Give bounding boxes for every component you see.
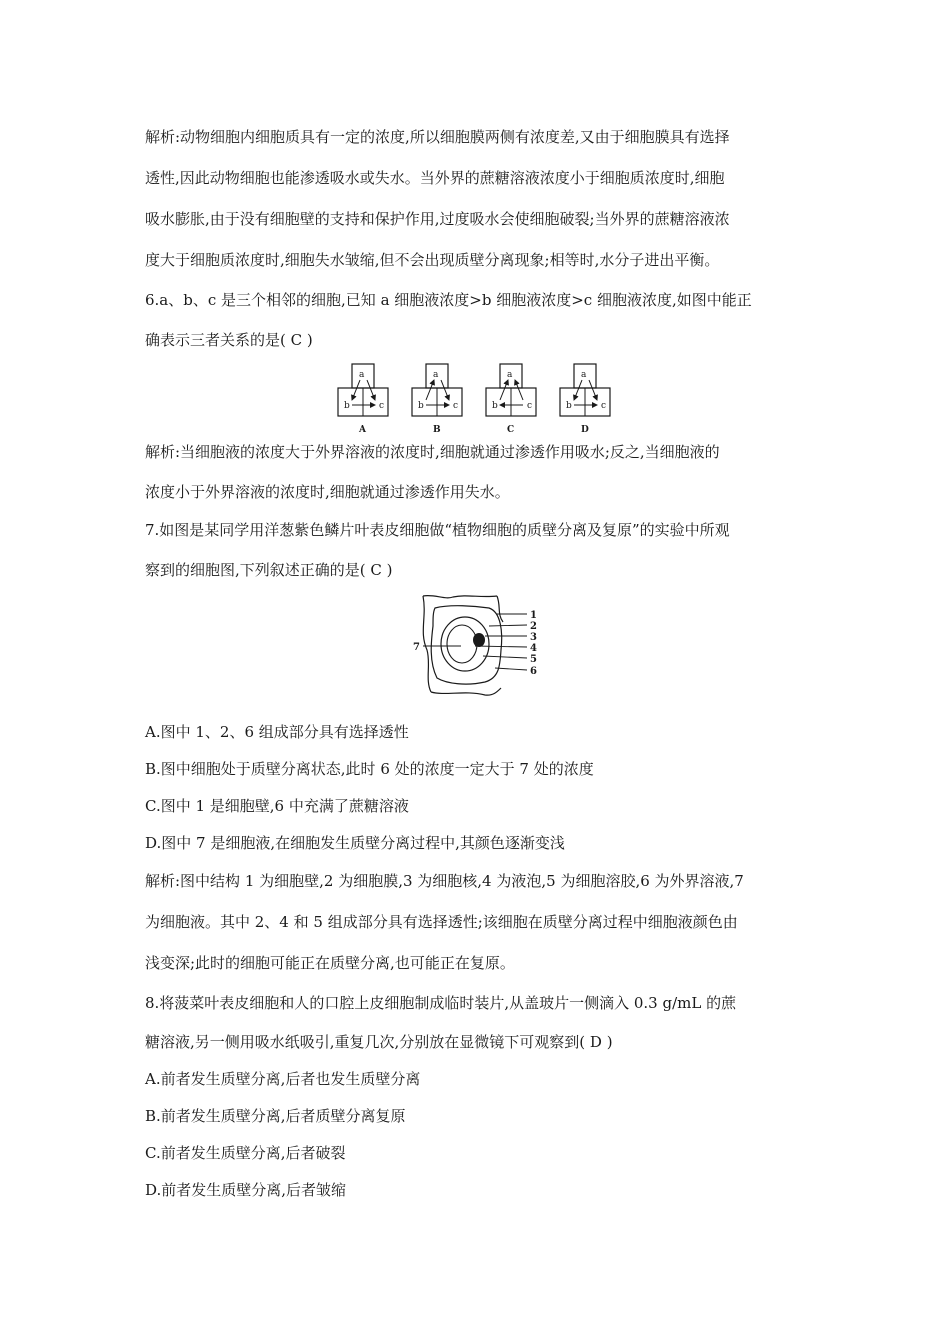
q6-option-d-diagram [560,364,610,435]
q7-label-3: 3 [530,632,537,643]
q7-label-6: 6 [530,666,537,677]
q8-option-c: C.前者发生质壁分离,后者破裂 [145,1144,346,1162]
q5-analysis-line-1: 解析:动物细胞内细胞质具有一定的浓度,所以细胞膜两侧有浓度差,又由于细胞膜具有选择 [145,128,730,146]
q6-cell-diagram [330,360,620,438]
q5-analysis-line-4: 度大于细胞质浓度时,细胞失水皱缩,但不会出现质壁分离现象;相等时,水分子进出平衡。 [145,251,720,269]
q6-option-b-diagram [412,364,462,435]
q6-option-b-label: B [433,425,441,435]
q7-label-1: 1 [530,610,537,621]
q7-stem-line-1: 7.如图是某同学用洋葱紫色鳞片叶表皮细胞做“植物细胞的质壁分离及复原”的实验中所观 [145,521,730,539]
q6-a-cell-b: b [344,401,350,411]
q6-d-cell-b: b [566,401,572,411]
q6-analysis-line-1: 解析:当细胞液的浓度大于外界溶液的浓度时,细胞就通过渗透作用吸水;反之,当细胞液的 [145,443,720,461]
q8-option-d: D.前者发生质壁分离,后者皱缩 [145,1181,347,1199]
q6-stem-line-1: 6.a、b、c 是三个相邻的细胞,已知 a 细胞液浓度>b 细胞液浓度>c 细胞液浓度,如图中能正 [145,291,752,309]
q6-stem-line-2: 确表示三者关系的是( C ) [145,331,313,349]
q6-option-c-label: C [507,425,515,435]
q7-analysis-line-1: 解析:图中结构 1 为细胞壁,2 为细胞膜,3 为细胞核,4 为液泡,5 为细胞溶胶,6 为外界溶液,7 [145,872,744,890]
q7-option-d: D.图中 7 是细胞液,在细胞发生质壁分离过程中,其颜色逐渐变浅 [145,834,565,852]
q6-b-cell-b: b [418,401,424,411]
q7-label-4: 4 [530,643,537,654]
q6-c-cell-c: c [527,401,533,411]
q6-a-cell-c: c [379,401,385,411]
q8-stem-line-1: 8.将菠菜叶表皮细胞和人的口腔上皮细胞制成临时装片,从盖玻片一侧滴入 0.3 g/mL 的蔗 [145,994,737,1012]
q7-option-a: A.图中 1、2、6 组成部分具有选择透性 [145,723,409,741]
q6-d-cell-c: c [601,401,607,411]
q7-label-2: 2 [530,621,537,632]
q7-option-c: C.图中 1 是细胞壁,6 中充满了蔗糖溶液 [145,797,409,815]
q8-stem-line-2: 糖溶液,另一侧用吸水纸吸引,重复几次,分别放在显微镜下可观察到( D ) [145,1033,613,1051]
q6-b-cell-c: c [453,401,459,411]
q6-a-cell-a: a [359,370,365,380]
q5-analysis-line-3: 吸水膨胀,由于没有细胞壁的支持和保护作用,过度吸水会使细胞破裂;当外界的蔗糖溶液浓 [145,210,730,228]
q7-stem-line-2: 察到的细胞图,下列叙述正确的是( C ) [145,561,393,579]
q6-analysis-line-2: 浓度小于外界溶液的浓度时,细胞就通过渗透作用失水。 [145,483,510,501]
q7-label-5: 5 [530,654,537,665]
q5-analysis-line-2: 透性,因此动物细胞也能渗透吸水或失水。当外界的蔗糖溶液浓度小于细胞质浓度时,细胞 [145,169,725,187]
q6-c-cell-b: b [492,401,498,411]
q8-option-b: B.前者发生质壁分离,后者质壁分离复原 [145,1107,406,1125]
q6-option-a-label: A [359,425,366,435]
q7-cell-diagram [405,592,555,700]
q7-option-b: B.图中细胞处于质壁分离状态,此时 6 处的浓度一定大于 7 处的浓度 [145,760,594,778]
q7-label-7: 7 [413,642,420,653]
q6-b-cell-a: a [433,370,439,380]
q7-analysis-line-2: 为细胞液。其中 2、4 和 5 组成部分具有选择透性;该细胞在质壁分离过程中细胞液颜色由 [145,913,738,931]
q6-d-cell-a: a [581,370,587,380]
q6-option-a-diagram [338,364,388,435]
q6-option-c-diagram [486,364,536,435]
q8-option-a: A.前者发生质壁分离,后者也发生质壁分离 [145,1070,421,1088]
q6-option-d-label: D [581,425,589,435]
q7-analysis-line-3: 浅变深;此时的细胞可能正在质壁分离,也可能正在复原。 [145,954,515,972]
q6-c-cell-a: a [507,370,513,380]
